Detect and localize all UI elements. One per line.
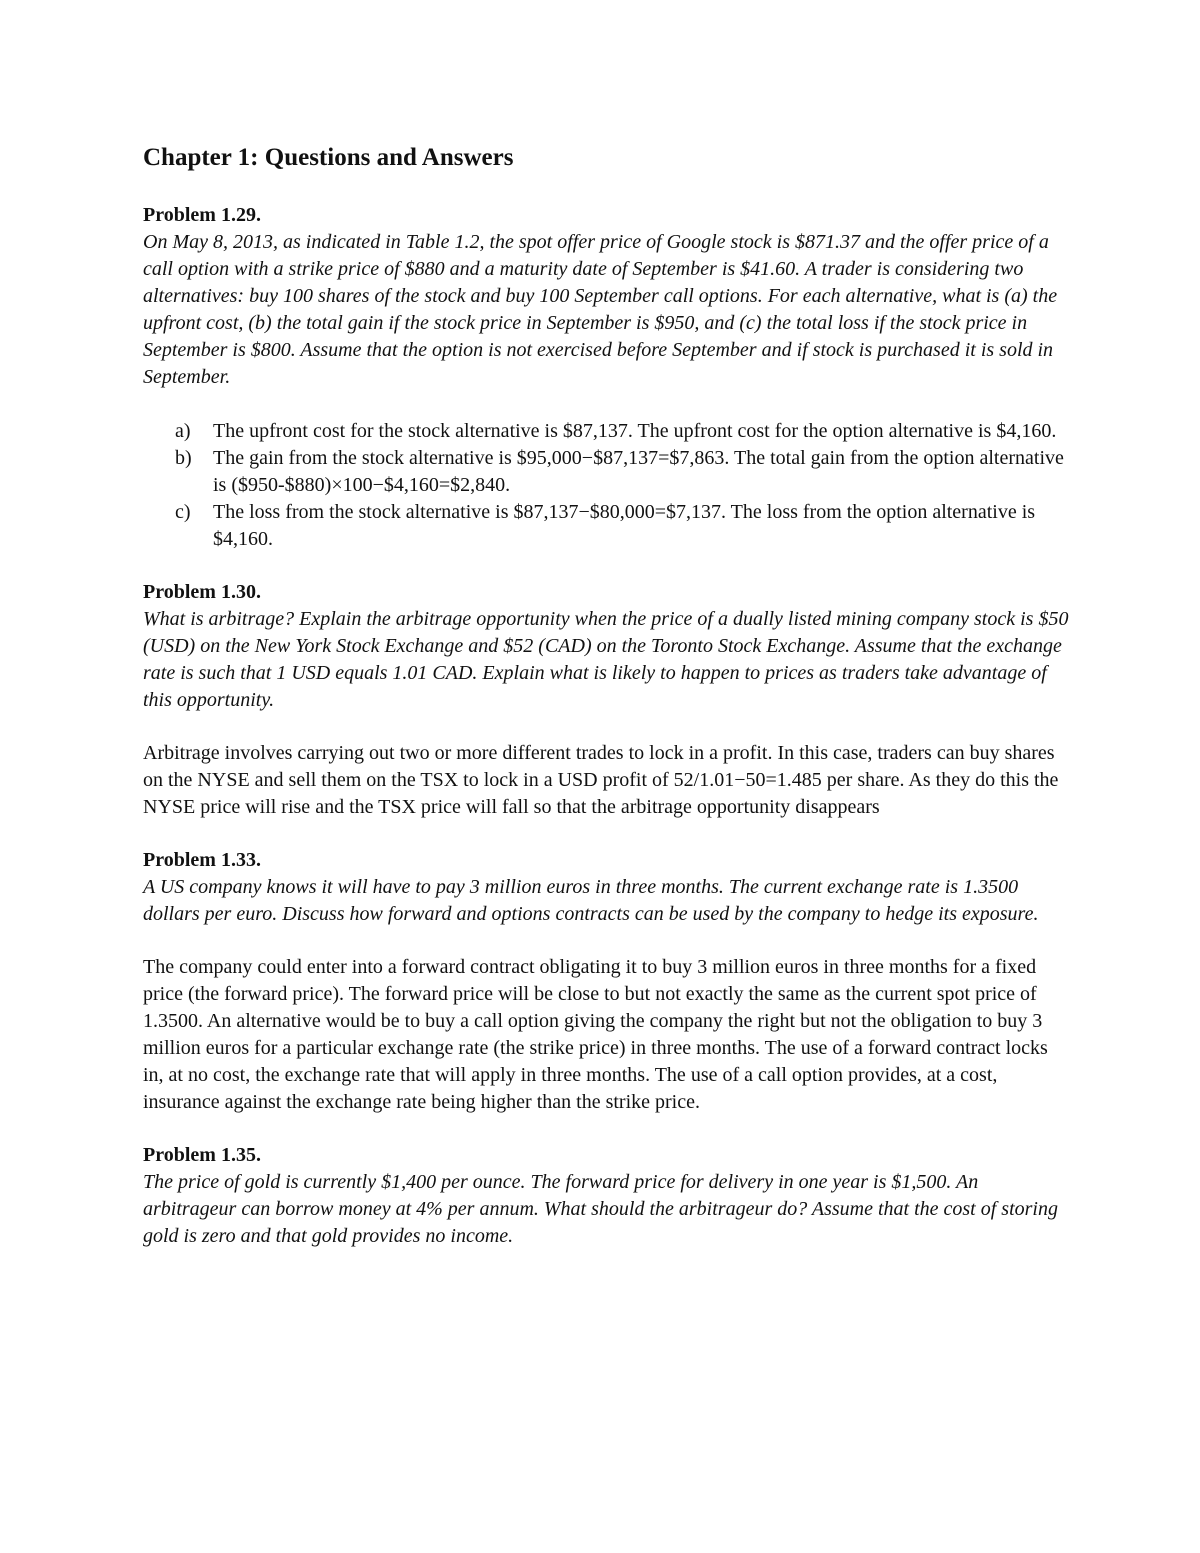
answer-item-marker: c) [175,501,191,523]
answer-item-b [143,445,1073,499]
problem-1-29 [143,202,1073,553]
document-content [143,140,1073,1276]
problem-heading: Problem 1.30. [143,581,261,603]
problem-1-33 [143,847,1073,1116]
problem-question: A US company knows it will have to pay 3 million euros in three months. The current exchange rate is 1.3500 dollars per euro. Discuss how forward and options contracts can be used by the company to hedge its exposure. [143,876,1039,925]
problem-heading: Problem 1.33. [143,849,261,871]
problem-question: The price of gold is currently $1,400 per ounce. The forward price for delivery in one year is $1,500. An arbitrageur can borrow money at 4% per annum. What should the arbitrageur do? Assume that the cost of storing gold is zero and that gold provides no income. [143,1171,1058,1247]
answer-item-c [143,499,1073,553]
answer-item-marker: b) [175,447,192,469]
problem-answer: The company could enter into a forward contract obligating it to buy 3 million euros in three months for a fixed price (the forward price). The forward price will be close to but not exactly the same as the current spot price of 1.3500. An alternative would be to buy a call option giving the company the right but not the obligation to buy 3 million euros for a particular exchange rate (the strike price) in three months. The use of a forward contract locks in, at no cost, the exchange rate that will apply in three months. The use of a call option provides, at a cost, insurance against the exchange rate being higher than the strike price. [143,956,1048,1113]
problem-heading: Problem 1.29. [143,204,261,226]
answer-item-marker: a) [175,420,191,442]
answer-item-text: The upfront cost for the stock alternative is $87,137. The upfront cost for the option alternative is $4,160. [213,420,1057,442]
problem-question: What is arbitrage? Explain the arbitrage opportunity when the price of a dually listed mining company stock is $50 (USD) on the New York Stock Exchange and $52 (CAD) on the Toronto Stock Exchange. Assume that the exchange rate is such that 1 USD equals 1.01 CAD. Explain what is likely to happen to prices as traders take advantage of this opportunity. [143,608,1069,711]
answer-item-a [143,418,1073,445]
problem-heading: Problem 1.35. [143,1144,261,1166]
problem-question: On May 8, 2013, as indicated in Table 1.2, the spot offer price of Google stock is $871.37 and the offer price of a call option with a strike price of $880 and a maturity date of September is $41.60. A trader is considering two alternatives: buy 100 shares of the stock and buy 100 September call options. For each alternative, what is (a) the upfront cost, (b) the total gain if the stock price in September is $950, and (c) the total loss if the stock price in September is $800. Assume that the option is not exercised before September and if stock is purchased it is sold in September. [143,231,1058,388]
problem-answer: Arbitrage involves carrying out two or more different trades to lock in a profit. In this case, traders can buy shares on the NYSE and sell them on the TSX to lock in a USD profit of 52/1.01−50=1.485 per share. As they do this the NYSE price will rise and the TSX price will fall so that the arbitrage opportunity disappears [143,742,1059,818]
problem-1-35 [143,1142,1073,1250]
problem-1-30 [143,579,1073,821]
answer-item-text: The gain from the stock alternative is $95,000−$87,137=$7,863. The total gain from the option alternative is ($950-$880)×100−$4,160=$2,840. [213,447,1064,496]
answer-item-text: The loss from the stock alternative is $87,137−$80,000=$7,137. The loss from the option alternative is $4,160. [213,501,1036,550]
answer-list [143,418,1073,553]
chapter-title: Chapter 1: Questions and Answers [143,144,514,171]
